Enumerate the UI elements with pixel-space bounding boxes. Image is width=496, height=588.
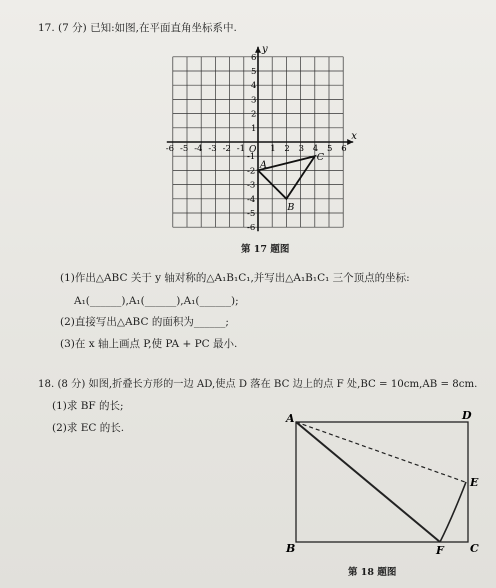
y-tick-label: -3: [247, 180, 256, 191]
x-tick-label: 2: [284, 144, 290, 154]
q17-tick-labels: [166, 53, 347, 233]
q18-header: 18. (8 分) 如图,折叠长方形的一边 AD,使点 D 落在 BC 边上的点 F 处,BC = 10cm,AB = 8cm.: [38, 379, 478, 390]
label-f: F: [436, 544, 444, 557]
q17-figure-caption: 第 17 题图: [241, 244, 290, 255]
label-e: E: [470, 476, 479, 489]
y-axis-label: y: [262, 44, 268, 55]
y-tick-label: 2: [251, 109, 257, 120]
x-tick-label: 5: [327, 144, 333, 154]
y-tick-label: -4: [247, 194, 256, 205]
x-tick-label: -5: [180, 144, 189, 154]
x-tick-label: 1: [270, 144, 276, 154]
x-tick-label: -2: [222, 144, 231, 154]
y-tick-label: -6: [247, 223, 256, 234]
y-tick-label: 5: [251, 67, 257, 77]
y-tick-label: -1: [247, 152, 256, 163]
q17-part1: (1)作出△ABC 关于 y 轴对称的△A₁B₁C₁,并写出△A₁B₁C₁ 三个顶点的坐标:: [60, 272, 410, 284]
y-tick-label: -5: [247, 209, 256, 219]
x-tick-label: -1: [236, 144, 246, 154]
x-tick-label: -6: [165, 144, 175, 154]
y-tick-label: 3: [251, 95, 257, 106]
y-tick-label: 4: [251, 81, 257, 92]
y-tick-label: 6: [251, 52, 257, 63]
q18-part2: (2)求 EC 的长.: [52, 422, 125, 434]
q18-rectangle-figure: [280, 410, 490, 560]
x-tick-label: 4: [312, 144, 319, 154]
label-a: A: [286, 412, 295, 425]
q18-figure-caption: 第 18 题图: [348, 567, 397, 578]
q17-part2: (2)直接写出△ABC 的面积为______;: [60, 316, 229, 328]
x-tick-label: -3: [208, 144, 217, 154]
q17-part3: (3)在 x 轴上画点 P,使 PA + PC 最小.: [60, 338, 238, 350]
q18-part1: (1)求 BF 的长;: [52, 400, 124, 412]
x-axis-label: x: [351, 131, 357, 142]
q17-part1-answer: A₁(______),A₁(______),A₁(______);: [74, 295, 239, 307]
rectangle-abcd: [296, 422, 468, 542]
label-d: D: [462, 410, 472, 422]
segment-ae-dashed: [296, 422, 465, 482]
segment-fe: [440, 482, 466, 542]
x-tick-label: -4: [194, 144, 203, 154]
x-tick-label: 3: [298, 144, 305, 154]
q17-axes: [167, 44, 357, 234]
label-c: C: [470, 542, 479, 555]
y-tick-label: 1: [251, 123, 257, 134]
point-b-label: B: [287, 201, 295, 213]
q17-coordinate-figure: [160, 44, 365, 244]
point-c-label: C: [316, 152, 325, 164]
segment-af: [296, 422, 440, 542]
origin-label: O: [249, 145, 257, 155]
point-a-label: A: [260, 159, 267, 171]
q17-header: 17. (7 分) 已知:如图,在平面直角坐标系中.: [38, 22, 237, 34]
label-b: B: [286, 542, 296, 555]
x-tick-label: 6: [341, 144, 347, 154]
y-tick-label: -2: [247, 166, 256, 177]
